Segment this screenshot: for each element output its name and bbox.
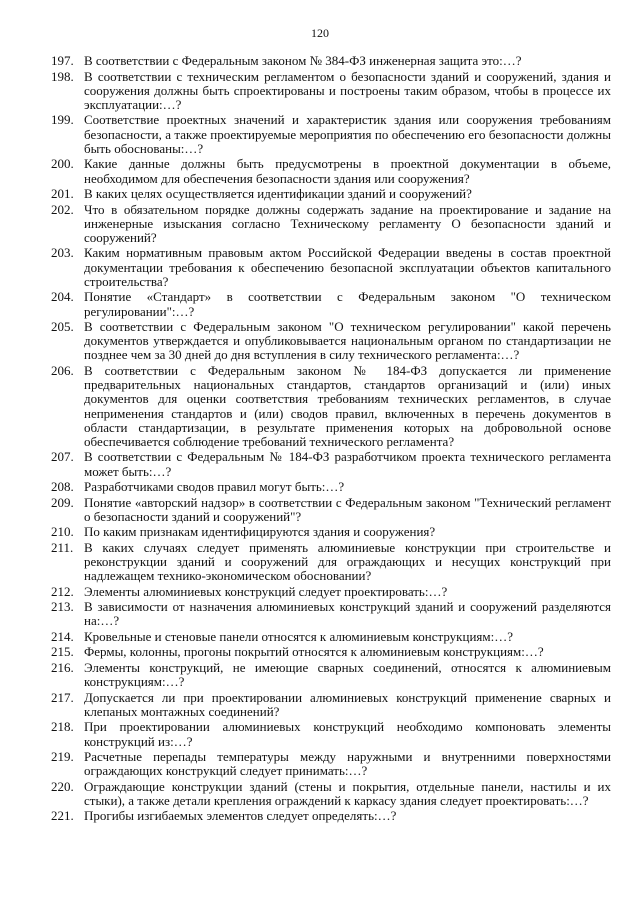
- question-item: [51, 691, 611, 719]
- question-number: 202.: [51, 201, 74, 217]
- question-item: [51, 113, 611, 156]
- question-item: [51, 290, 611, 318]
- question-number: 203.: [51, 245, 74, 261]
- question-number: 204.: [51, 289, 74, 305]
- question-number: 200.: [51, 156, 74, 172]
- question-number: 206.: [51, 362, 74, 378]
- question-text: В соответствии с техническим регламентом о безопасности зданий и сооружений, здания и сооружения должны быть спроектированы и построены таким образом, чтобы в процессе их эксплуатации:…?: [84, 68, 611, 112]
- question-text: Соответствие проектных значений и характеристик здания или сооружения требованиям безопасности, а также проектируемые мероприятия по обеспечению его безопасности должны быть обоснованы:…?: [84, 112, 611, 156]
- question-item: [51, 750, 611, 778]
- question-item: [51, 203, 611, 246]
- question-number: 205.: [51, 319, 74, 335]
- question-list: [51, 54, 611, 825]
- question-item: [51, 541, 611, 584]
- question-number: 221.: [51, 808, 74, 824]
- question-text: Какие данные должны быть предусмотрены в проектной документации в объеме, необходимом для обеспечения безопасности здания или сооружения?: [84, 156, 611, 186]
- question-number: 209.: [51, 494, 74, 510]
- question-text: Ограждающие конструкции зданий (стены и покрытия, отдельные панели, настилы и их стыки), а также детали крепления ограждений к каркасу здания следует проектировать:…?: [84, 778, 611, 808]
- question-item: [51, 720, 611, 748]
- question-number: 213.: [51, 599, 74, 615]
- question-item: [51, 70, 611, 113]
- question-item: [51, 585, 611, 599]
- question-item: [51, 496, 611, 524]
- question-text: В зависимости от назначения алюминиевых конструкций зданий и сооружений разделяются на:…?: [84, 599, 611, 629]
- question-text: Что в обязательном порядке должны содержать задание на проектирование и задание на инженерные изыскания согласно Техническому регламенту О безопасности зданий и сооружений?: [84, 201, 611, 245]
- question-number: 208.: [51, 479, 74, 495]
- question-text: В соответствии с Федеральным законом № 384-ФЗ инженерная защита это:…?: [84, 53, 522, 68]
- question-item: [51, 54, 611, 68]
- question-text: В соответствии с Федеральным законом № 184-ФЗ допускается ли применение предварительных национальных стандартов, стандартов организаций и (или) иных документов для оценки соответствия требованиям технических регламентов, в случае неприменения стандартов и (или) сводов правил, включенных в перечень документов в области стандартизации, в результате применения которых на добровольной основе обеспечивается соблюдение требований технического регламента?: [84, 362, 611, 449]
- question-text: Допускается ли при проектировании алюминиевых конструкций применение сварных и клепаных монтажных соединений?: [84, 689, 611, 719]
- question-number: 211.: [51, 539, 74, 555]
- question-text: По каким признакам идентифицируются здания и сооружения?: [84, 524, 436, 540]
- question-number: 217.: [51, 689, 74, 705]
- question-number: 216.: [51, 659, 74, 675]
- question-number: 214.: [51, 628, 74, 644]
- question-text: В каких случаях следует применять алюминиевые конструкции при строительстве и реконструкции зданий и сооружений для ограждающих и несущих конструкций при надлежащем технико-экономическом обосновании?: [84, 539, 611, 584]
- question-item: [51, 780, 611, 808]
- question-item: [51, 630, 611, 644]
- question-text: Каким нормативным правовым актом Российской Федерации введены в состав проектной документации требования к обеспечению безопасной эксплуатации объектов капитального строительства?: [84, 245, 611, 289]
- page-number: 120: [311, 26, 329, 40]
- question-item: [51, 157, 611, 185]
- question-item: [51, 600, 611, 628]
- question-text: Понятие «авторский надзор» в соответствии с Федеральным законом "Технический регламент о безопасности зданий и сооружений"?: [84, 494, 611, 524]
- question-text: Кровельные и стеновые панели относятся к алюминиевым конструкциям:…?: [84, 628, 513, 644]
- question-text: Прогибы изгибаемых элементов следует определять:…?: [84, 808, 397, 824]
- question-item: [51, 187, 611, 201]
- question-text: Разработчиками сводов правил могут быть:…?: [84, 479, 345, 495]
- question-text: Фермы, колонны, прогоны покрытий относятся к алюминиевым конструкциям:…?: [84, 644, 544, 660]
- question-item: [51, 809, 611, 823]
- question-number: 207.: [51, 449, 74, 465]
- question-text: В каких целях осуществляется идентификации зданий и сооружений?: [84, 186, 472, 202]
- question-number: 199.: [51, 112, 74, 128]
- question-number: 210.: [51, 524, 74, 540]
- question-text: При проектировании алюминиевых конструкций необходимо компоновать элементы конструкций из:…?: [84, 719, 611, 749]
- question-text: Элементы конструкций, не имеющие сварных соединений, относятся к алюминиевым конструкциям:…?: [84, 659, 611, 690]
- question-text: Элементы алюминиевых конструкций следует проектировать:…?: [84, 583, 448, 599]
- question-item: [51, 661, 611, 689]
- question-text: В соответствии с Федеральным № 184-ФЗ разработчиком проекта технического регламента может быть:…?: [84, 449, 611, 479]
- question-number: 198.: [51, 68, 74, 84]
- question-number: 201.: [51, 186, 74, 202]
- question-number: 218.: [51, 719, 74, 735]
- question-item: [51, 645, 611, 659]
- question-item: [51, 450, 611, 478]
- question-number: 212.: [51, 583, 74, 599]
- question-item: [51, 364, 611, 449]
- question-item: [51, 246, 611, 289]
- question-item: [51, 320, 611, 363]
- question-text: Расчетные перепады температуры между наружными и внутренними поверхностями ограждающих конструкций следует принимать:…?: [84, 749, 611, 779]
- question-item: [51, 480, 611, 494]
- question-text: Понятие «Стандарт» в соответствии с Федеральным законом "О техническом регулировании":…?: [84, 289, 611, 319]
- question-number: 219.: [51, 749, 74, 765]
- question-number: 197.: [51, 53, 74, 68]
- question-number: 220.: [51, 778, 74, 794]
- question-number: 215.: [51, 644, 74, 660]
- question-item: [51, 525, 611, 539]
- question-text: В соответствии с Федеральным законом "О техническом регулировании" какой перечень документов утверждается и опубликовывается национальным органом по стандартизации не позднее чем за 30 дней до дня вступления в силу технического регламента:…?: [84, 319, 611, 363]
